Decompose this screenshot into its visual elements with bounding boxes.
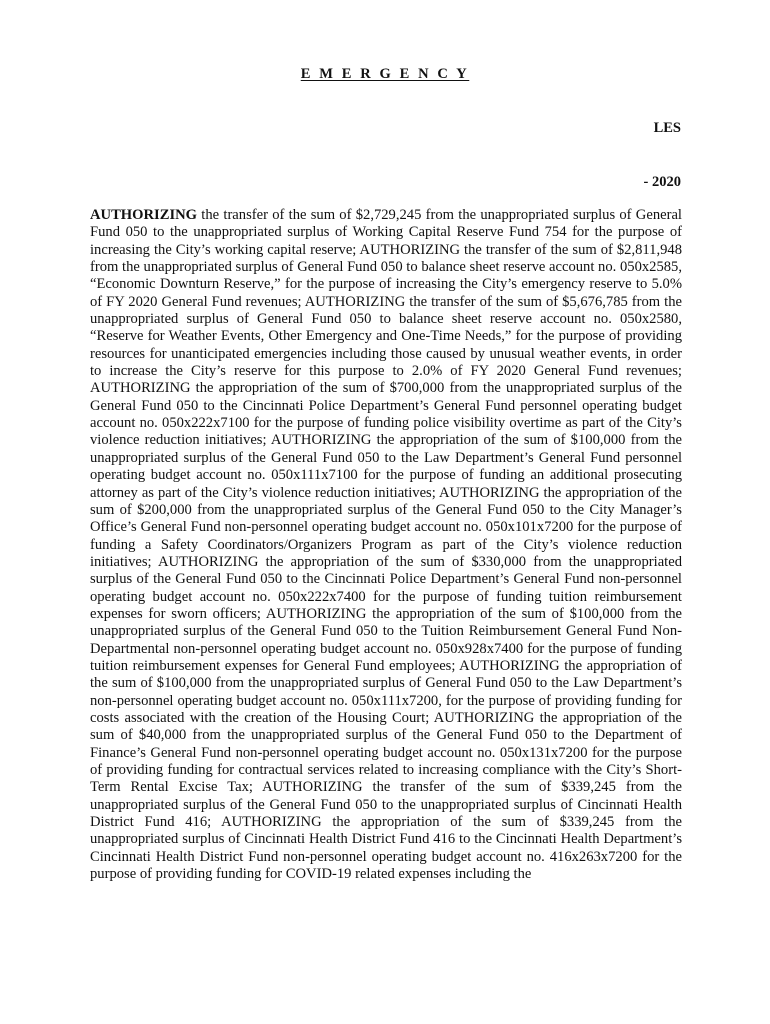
header-number: - 2020 bbox=[643, 174, 681, 190]
document-title: E M E R G E N C Y bbox=[300, 66, 470, 82]
ordinance-body-text: the transfer of the sum of $2,729,245 from the unappropriated surplus of General Fund 050 to the unappropriated surplus of Working Capital Reserve Fund 754 for the purpose of increasing the City’s working capital reserve; AUTHORIZING the transfer of the sum of $2,811,948 from the unappropriated surplus of General Fund 050 to balance sheet reserve account no. 050x2585, “Economic Downturn Reserve,” for the purpose of increasing the City’s emergency reserve to 5.0% of FY 2020 General Fund revenues; AUTHORIZING the transfer of the sum of $5,676,785 from the unappropriated surplus of General Fund 050 to balance sheet reserve account no. 050x2580, “Reserve for Weather Events, Other Emergency and One-Time Needs,” for the purpose of providing resources for unanticipated emergencies including those caused by unusual weather events, in order to increase the City’s reserve for this purpose to 2.0% of FY 2020 General Fund revenues; AUTHORIZING the appropriation of the sum of $700,000 from the unappropriated surplus of the General Fund 050 to the Cincinnati Police Department’s General Fund personnel operating budget account no. 050x222x7100 for the purpose of funding police visibility overtime as part of the City’s violence reduction initiatives; AUTHORIZING the appropriation of the sum of $100,000 from the unappropriated surplus of the General Fund 050 to the Law Department’s General Fund personnel operating budget account no. 050x111x7100 for the purpose of funding an additional prosecuting attorney as part of the City’s violence reduction initiatives; AUTHORIZING the appropriation of the sum of $200,000 from the unappropriated surplus of the General Fund 050 to the City Manager’s Office’s General Fund non-personnel operating budget account no. 050x101x7200 for the purpose of funding a Safety Coordinators/Organizers Program as part of the City’s violence reduction initiatives; AUTHORIZING the appropriation of the sum of $330,000 from the unappropriated surplus of the General Fund 050 to the Cincinnati Police Department’s General Fund non-personnel operating budget account no. 050x222x7400 for the purpose of funding tuition reimbursement expenses for sworn officers; AUTHORIZING the appropriation of the sum of $100,000 from the unappropriated surplus of the General Fund 050 to the Tuition Reimbursement General Fund Non-Departmental non-personnel operating budget account no. 050x928x7400 for the purpose of funding tuition reimbursement expenses for General Fund employees; AUTHORIZING the appropriation of the sum of $100,000 from the unappropriated surplus of General Fund 050 to the Law Department’s non-personnel operating budget account no. 050x111x7200, for the purpose of providing funding for costs associated with the creation of the Housing Court; AUTHORIZING the appropriation of the sum of $40,000 from the unappropriated surplus of the General Fund 050 to the Department of Finance’s General Fund non-personnel operating budget account no. 050x131x7200 for the purpose of providing funding for contractual services related to increasing compliance with the City’s Short-Term Rental Excise Tax; AUTHORIZING the transfer of the sum of $339,245 from the unappropriated surplus of the General Fund 050 to the unappropriated surplus of Cincinnati Health District Fund 416; AUTHORIZING the appropriation of the sum of $339,245 from the unappropriated surplus of Cincinnati Health District Fund 416 to the Cincinnati Health Department’s Cincinnati Health District Fund non-personnel operating budget account no. 416x263x7200 for the purpose of providing funding for COVID-19 related expenses including the bbox=[90, 207, 682, 883]
ordinance-body-paragraph bbox=[90, 207, 682, 883]
lead-word: AUTHORIZING bbox=[90, 207, 198, 223]
header-code: LES bbox=[653, 120, 681, 136]
